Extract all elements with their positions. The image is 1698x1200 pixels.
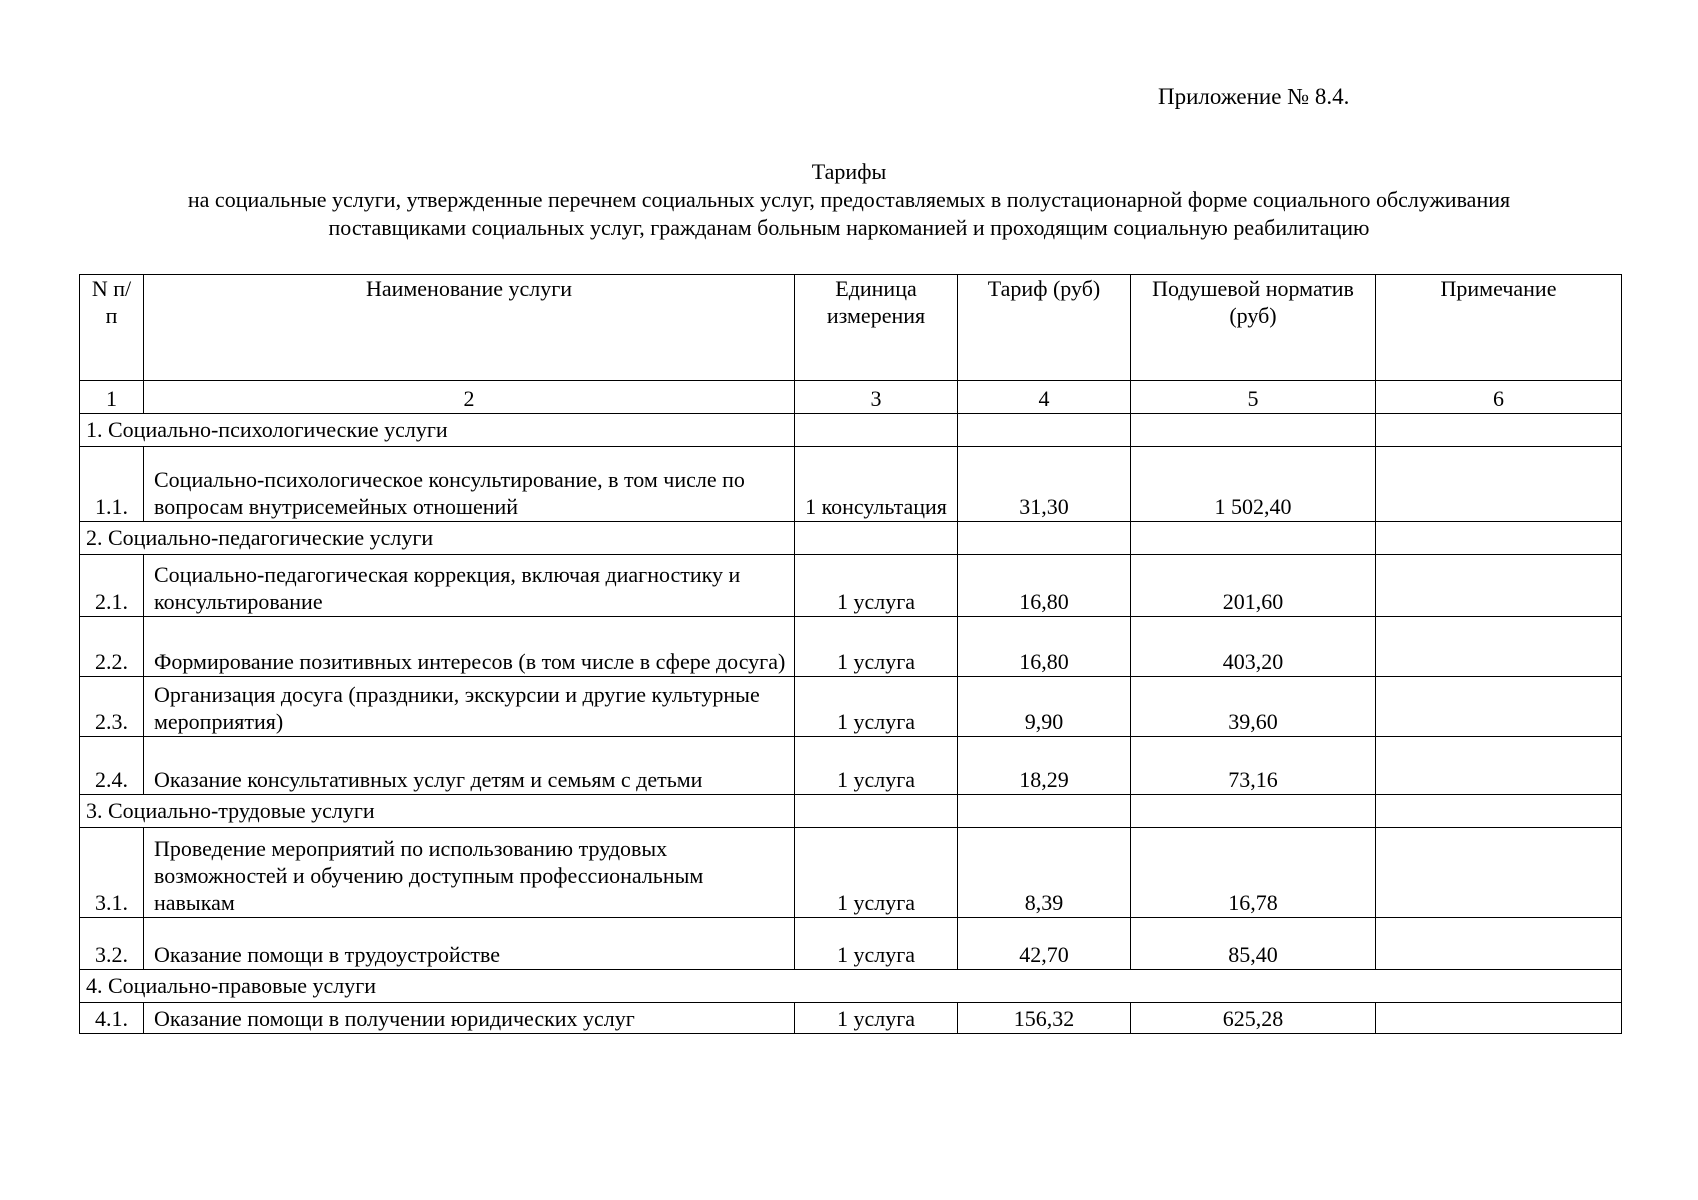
column-numbers-row bbox=[80, 381, 1622, 414]
section-row bbox=[80, 970, 1622, 1003]
per-capita-norm: 1 502,40 bbox=[1131, 447, 1376, 522]
row-number: 2.1. bbox=[80, 555, 144, 617]
row-number: 4.1. bbox=[80, 1003, 144, 1034]
note-cell bbox=[1376, 737, 1622, 795]
column-number: 5 bbox=[1131, 381, 1376, 414]
unit-of-measure: 1 услуга bbox=[795, 555, 958, 617]
service-name: Оказание помощи в трудоустройстве bbox=[144, 918, 795, 970]
header-tariff: Тариф (руб) bbox=[958, 275, 1131, 381]
section-title: 1. Социально-психологические услуги bbox=[80, 414, 795, 447]
header-norm: Подушевой норматив (руб) bbox=[1131, 275, 1376, 381]
document-heading bbox=[0, 158, 1698, 242]
tariffs-table bbox=[79, 274, 1622, 1034]
section-row bbox=[80, 414, 1622, 447]
column-number: 4 bbox=[958, 381, 1131, 414]
row-number: 1.1. bbox=[80, 447, 144, 522]
section-empty-cell bbox=[795, 414, 958, 447]
unit-of-measure: 1 консультация bbox=[795, 447, 958, 522]
header-note: Примечание bbox=[1376, 275, 1622, 381]
per-capita-norm: 73,16 bbox=[1131, 737, 1376, 795]
table-row bbox=[80, 555, 1622, 617]
tariff-value: 16,80 bbox=[958, 555, 1131, 617]
tariff-value: 18,29 bbox=[958, 737, 1131, 795]
unit-of-measure: 1 услуга bbox=[795, 677, 958, 737]
section-row bbox=[80, 522, 1622, 555]
per-capita-norm: 625,28 bbox=[1131, 1003, 1376, 1034]
tariff-value: 31,30 bbox=[958, 447, 1131, 522]
section-title: 4. Социально-правовые услуги bbox=[80, 970, 1622, 1003]
row-number: 3.2. bbox=[80, 918, 144, 970]
header-unit: Единица измерения bbox=[795, 275, 958, 381]
table-row bbox=[80, 447, 1622, 522]
table-row bbox=[80, 617, 1622, 677]
per-capita-norm: 403,20 bbox=[1131, 617, 1376, 677]
service-name: Формирование позитивных интересов (в том числе в сфере досуга) bbox=[144, 617, 795, 677]
unit-of-measure: 1 услуга bbox=[795, 828, 958, 918]
tariff-value: 9,90 bbox=[958, 677, 1131, 737]
document-subtitle-line2: поставщиками социальных услуг, гражданам больным наркоманией и проходящим социальную реабилитацию bbox=[328, 215, 1370, 240]
unit-of-measure: 1 услуга bbox=[795, 1003, 958, 1034]
service-name: Социально-педагогическая коррекция, включая диагностику и консультирование bbox=[144, 555, 795, 617]
section-empty-cell bbox=[795, 522, 958, 555]
service-name: Оказание помощи в получении юридических услуг bbox=[144, 1003, 795, 1034]
tariff-value: 156,32 bbox=[958, 1003, 1131, 1034]
section-empty-cell bbox=[958, 522, 1131, 555]
section-empty-cell bbox=[795, 795, 958, 828]
table-row bbox=[80, 828, 1622, 918]
section-empty-cell bbox=[1376, 795, 1622, 828]
row-number: 2.3. bbox=[80, 677, 144, 737]
column-number: 1 bbox=[80, 381, 144, 414]
per-capita-norm: 85,40 bbox=[1131, 918, 1376, 970]
unit-of-measure: 1 услуга bbox=[795, 737, 958, 795]
column-number: 6 bbox=[1376, 381, 1622, 414]
header-num: N п/п bbox=[80, 275, 144, 381]
per-capita-norm: 201,60 bbox=[1131, 555, 1376, 617]
row-number: 2.4. bbox=[80, 737, 144, 795]
note-cell bbox=[1376, 1003, 1622, 1034]
service-name: Оказание консультативных услуг детям и семьям с детьми bbox=[144, 737, 795, 795]
tariff-value: 16,80 bbox=[958, 617, 1131, 677]
unit-of-measure: 1 услуга bbox=[795, 617, 958, 677]
note-cell bbox=[1376, 918, 1622, 970]
service-name: Проведение мероприятий по использованию трудовых возможностей и обучению доступным профессиональным навыкам bbox=[144, 828, 795, 918]
note-cell bbox=[1376, 617, 1622, 677]
service-name: Организация досуга (праздники, экскурсии и другие культурные мероприятия) bbox=[144, 677, 795, 737]
section-empty-cell bbox=[1131, 795, 1376, 828]
appendix-label: Приложение № 8.4. bbox=[1158, 84, 1350, 109]
section-title: 3. Социально-трудовые услуги bbox=[80, 795, 795, 828]
per-capita-norm: 39,60 bbox=[1131, 677, 1376, 737]
section-empty-cell bbox=[1376, 522, 1622, 555]
section-empty-cell bbox=[1131, 522, 1376, 555]
table-row bbox=[80, 918, 1622, 970]
column-number: 2 bbox=[144, 381, 795, 414]
section-title: 2. Социально-педагогические услуги bbox=[80, 522, 795, 555]
section-row bbox=[80, 795, 1622, 828]
table-header-row bbox=[80, 275, 1622, 381]
note-cell bbox=[1376, 828, 1622, 918]
tariff-value: 42,70 bbox=[958, 918, 1131, 970]
note-cell bbox=[1376, 447, 1622, 522]
service-name: Социально-психологическое консультирование, в том числе по вопросам внутрисемейных отношений bbox=[144, 447, 795, 522]
section-empty-cell bbox=[1131, 414, 1376, 447]
section-empty-cell bbox=[1376, 414, 1622, 447]
table-row bbox=[80, 737, 1622, 795]
document-title: Тарифы bbox=[811, 159, 887, 184]
section-empty-cell bbox=[958, 414, 1131, 447]
row-number: 3.1. bbox=[80, 828, 144, 918]
unit-of-measure: 1 услуга bbox=[795, 918, 958, 970]
per-capita-norm: 16,78 bbox=[1131, 828, 1376, 918]
document-subtitle-line1: на социальные услуги, утвержденные перечнем социальных услуг, предоставляемых в полустационарной форме социального обслуживания bbox=[187, 187, 1511, 212]
section-empty-cell bbox=[958, 795, 1131, 828]
note-cell bbox=[1376, 555, 1622, 617]
table-row bbox=[80, 677, 1622, 737]
column-number: 3 bbox=[795, 381, 958, 414]
header-name: Наименование услуги bbox=[144, 275, 795, 381]
tariff-value: 8,39 bbox=[958, 828, 1131, 918]
table-row bbox=[80, 1003, 1622, 1034]
row-number: 2.2. bbox=[80, 617, 144, 677]
note-cell bbox=[1376, 677, 1622, 737]
